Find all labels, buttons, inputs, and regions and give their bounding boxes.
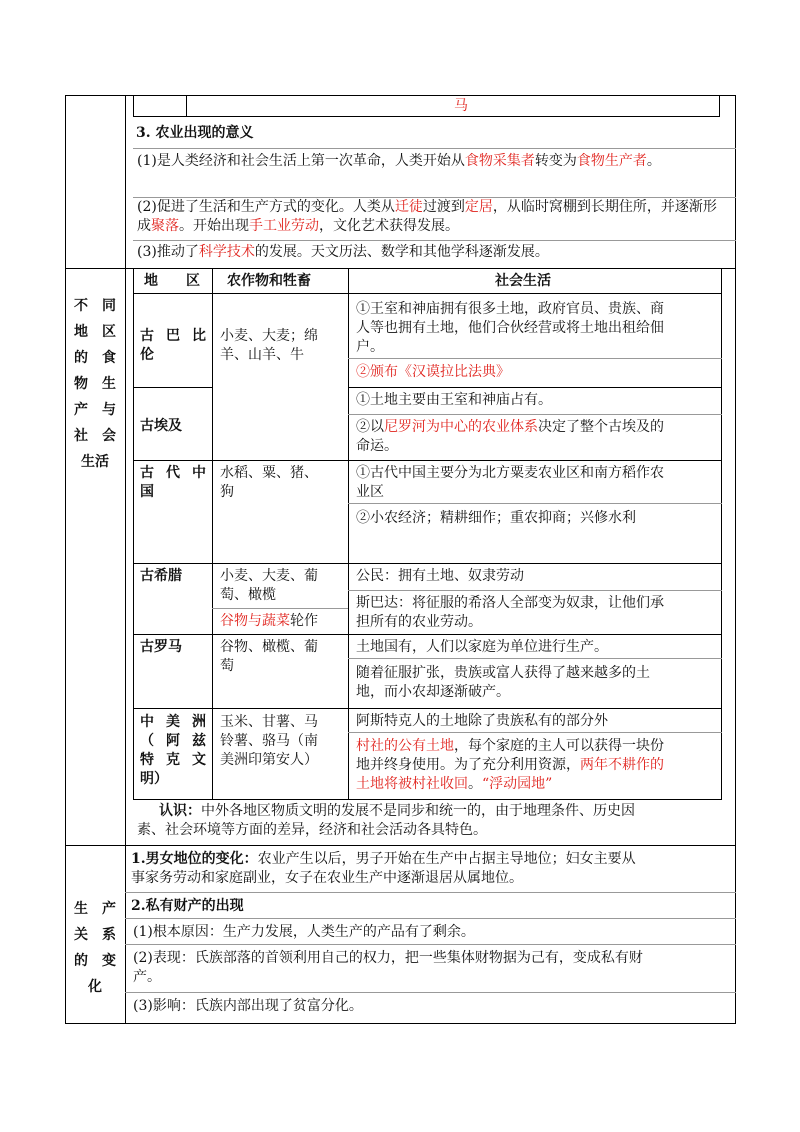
highlight-text: 科学技术 (198, 244, 255, 260)
text-run: ①古代中国主要分为北方粟麦农业区和南方稻作农 (356, 465, 664, 481)
relations-p1 (131, 850, 731, 888)
social-paragraph (356, 737, 718, 794)
social-line (356, 737, 718, 756)
section3-title: 3. 农业出现的意义 (136, 125, 254, 141)
text-run: 命运。 (356, 438, 398, 454)
highlight-text: 两年不耕作的 (580, 757, 664, 773)
highlight-text: “浮动园地” (482, 776, 553, 792)
crops-line: 玉米、甘薯、马 (220, 714, 318, 730)
text-run: 人等也拥有土地，他们合伙经营或将土地出租给佃 (356, 320, 664, 336)
social-line (356, 613, 718, 632)
highlight-text: 尼罗河为中心的农业体系 (384, 419, 538, 435)
crops-cell (220, 327, 344, 365)
text-run: 轮作 (290, 613, 318, 629)
text-run: ，文化艺术获得发展。 (319, 218, 459, 234)
text-run: 地并终身使用。为了充分利用资源， (356, 757, 580, 773)
region-line: 古 代 中 (140, 465, 206, 481)
text-run: ①王室和神庙拥有很多土地，政府官员、贵族、商 (356, 301, 664, 317)
text-run: 公民：拥有土地、奴隶劳动 (356, 568, 524, 584)
highlight-text: 聚落 (151, 218, 179, 234)
highlight-text: 迁徒 (394, 199, 423, 215)
social-paragraph (356, 300, 718, 357)
crops-cell (220, 567, 344, 631)
text-run: 。开始出现 (179, 218, 249, 234)
region-name (140, 713, 206, 789)
p2-line: (3)影响：氏族内部出现了贫富分化。 (133, 998, 363, 1014)
region-name (140, 417, 206, 436)
side-label-line: 不 同 (74, 298, 116, 314)
social-line (356, 756, 718, 775)
header-region: 地 区 (144, 273, 200, 289)
crops-line: 铃薯、骆马（南 (220, 733, 318, 749)
text-run: 过渡到 (422, 199, 465, 215)
side-label-line: 产 与 (74, 402, 116, 418)
p2-line: (1)根本原因：生产力发展，人类生产的产品有了剩余。 (133, 924, 475, 940)
social-line (356, 567, 718, 586)
text-run: 斯巴达：将征服的希洛人全部变为奴隶，让他们承 (356, 595, 664, 611)
p2-title: 2.私有财产的出现 (131, 898, 244, 914)
p1-label: 1.男女地位的变化： (131, 851, 258, 867)
side-label-line: 生 产 (74, 901, 116, 917)
highlight-text: ②颁布《汉谟拉比法典》 (356, 364, 510, 380)
insight-label: 认识： (159, 803, 201, 819)
highlight-text: 手工业劳动 (249, 218, 319, 234)
highlight-text: 村社的公有土地 (356, 738, 454, 754)
side-label-line: 关 系 (74, 927, 116, 943)
header-social: 社会生活 (495, 273, 551, 289)
crops-line (220, 567, 344, 586)
social-line (356, 683, 718, 702)
p2-item (133, 997, 731, 1016)
social-line (356, 338, 718, 357)
food-side-label (70, 293, 120, 475)
crops-line: 狗 (220, 484, 234, 500)
crops-line (220, 586, 344, 605)
region-line: 国 (140, 484, 154, 500)
social-paragraph (356, 594, 718, 632)
social-line (356, 319, 718, 338)
insight-line1: 中外各地区物质文明的发展不是同步和统一的，由于地理条件、历史因 (201, 803, 635, 819)
side-label-line: 物 生 (74, 376, 116, 392)
text-run: ，每个家庭的主人可以获得一块份 (454, 738, 664, 754)
side-label-line: 的 变 (74, 953, 116, 969)
social-paragraph (356, 509, 718, 528)
social-paragraph (356, 464, 718, 502)
side-label-line: 生活 (81, 454, 109, 470)
text-run: ②小农经济；精耕细作；重农抑商；兴修水利 (356, 510, 636, 526)
crops-line: 谷物、橄榄、葡 (220, 639, 318, 655)
social-line (356, 300, 718, 319)
social-paragraph (356, 567, 718, 586)
text-run: ，从临时窝棚到长期住所，并逐渐形成 (137, 199, 717, 234)
crops-line: 小麦、大麦；绵 (220, 328, 318, 344)
social-line (356, 483, 718, 502)
social-paragraph (356, 712, 718, 731)
social-line (356, 638, 718, 657)
crops-line: 水稻、粟、猪、 (220, 465, 318, 481)
text-run: 转变为 (534, 153, 577, 169)
text-run: 业区 (356, 484, 384, 500)
crops-line: 萄 (220, 658, 234, 674)
insight (137, 802, 721, 840)
text-run: 担所有的农业劳动。 (356, 614, 482, 630)
social-line (356, 712, 718, 731)
social-paragraph (356, 363, 718, 382)
region-name (140, 638, 206, 657)
p2-line: (2)表现：氏族部落的首领利用自己的权力，把一些集体财物据为己有，变成私有财 (133, 950, 643, 966)
insight-line2: 素、社会环境等方面的差异，经济和社会活动各具特色。 (137, 822, 487, 838)
text-run: (2)促进了生活和生产方式的变化。人类从 (137, 199, 395, 215)
text-run: 的发展。天文历法、数学和其他学科逐渐发展。 (254, 244, 549, 260)
region-line: 伦 (140, 347, 154, 363)
highlight-text: 土地将被村社收回 (356, 776, 468, 792)
text-run: 阿斯特克人的土地除了贵族私有的部分外 (356, 713, 608, 729)
meaning-item-2 (137, 198, 727, 236)
region-name (140, 464, 206, 502)
side-label-line: 化 (88, 979, 102, 995)
meaning-item-3 (137, 243, 727, 262)
p2-item (133, 923, 731, 942)
region-line: （ 阿 兹 (140, 733, 206, 749)
region-line: 明） (140, 771, 168, 787)
social-paragraph (356, 664, 718, 702)
relations-side-label (70, 896, 120, 1000)
text-run: 。 (646, 153, 661, 169)
side-label-line: 社 会 (74, 428, 116, 444)
top-cell-text: 马 (454, 98, 468, 114)
text-run: 户。 (356, 339, 384, 355)
meaning-item-1 (137, 152, 727, 171)
text-run: ①土地主要由王室和神庙占有。 (356, 392, 552, 408)
text-run: 小麦、大麦、葡 (220, 568, 318, 584)
side-label-line: 的 食 (74, 350, 116, 366)
region-line: 古希腊 (140, 568, 182, 584)
social-paragraph (356, 391, 718, 410)
highlight-text: 定居 (464, 199, 493, 215)
region-line: 古罗马 (140, 639, 182, 655)
social-line (356, 594, 718, 613)
social-line (356, 664, 718, 683)
text-run: ②以 (356, 419, 384, 435)
social-line (356, 363, 718, 382)
region-line: 古 巴 比 (140, 328, 206, 344)
social-line (356, 437, 718, 456)
social-line (356, 391, 718, 410)
highlight-text: 谷物与蔬菜 (220, 613, 290, 629)
p2-item (133, 949, 731, 987)
social-line (356, 418, 718, 437)
crops-cell (220, 464, 344, 502)
text-run: 地，而小农却逐渐破产。 (356, 684, 510, 700)
text-run: (1)是人类经济和社会生活上第一次革命，人类开始从 (137, 153, 465, 169)
crops-cell (220, 638, 344, 676)
p1-line2: 事家务劳动和家庭副业，女子在农业生产中逐渐退居从属地位。 (131, 870, 523, 886)
text-run: 萄、橄榄 (220, 587, 276, 603)
text-run: 。 (468, 776, 482, 792)
highlight-text: 食物生产者 (576, 153, 647, 169)
text-run: 随着征服扩张，贵族或富人获得了越来越多的土 (356, 665, 650, 681)
p1-line1: 农业产生以后，男子开始在生产中占据主导地位；妇女主要从 (257, 851, 636, 867)
social-line (356, 775, 718, 794)
side-label-line: 地 区 (74, 324, 116, 340)
crops-line (220, 612, 344, 631)
social-line (356, 509, 718, 528)
region-line: 特 克 文 (140, 752, 206, 768)
region-line: 中 美 洲 (140, 714, 206, 730)
crops-cell (220, 713, 344, 770)
header-crops: 农作物和牲畜 (227, 273, 311, 289)
highlight-text: 食物采集者 (464, 153, 535, 169)
text-run: 土地国有，人们以家庭为单位进行生产。 (356, 639, 608, 655)
crops-line: 羊、山羊、牛 (220, 347, 304, 363)
region-name (140, 567, 206, 586)
text-run: (3)推动了 (137, 244, 199, 260)
p2-line: 产。 (133, 969, 161, 985)
text-run: 决定了整个古埃及的 (538, 419, 664, 435)
region-line: 古埃及 (140, 418, 182, 434)
social-paragraph (356, 638, 718, 657)
social-line (356, 464, 718, 483)
crops-line: 美洲印第安人） (220, 752, 318, 768)
region-name (140, 327, 206, 365)
social-paragraph (356, 418, 718, 456)
